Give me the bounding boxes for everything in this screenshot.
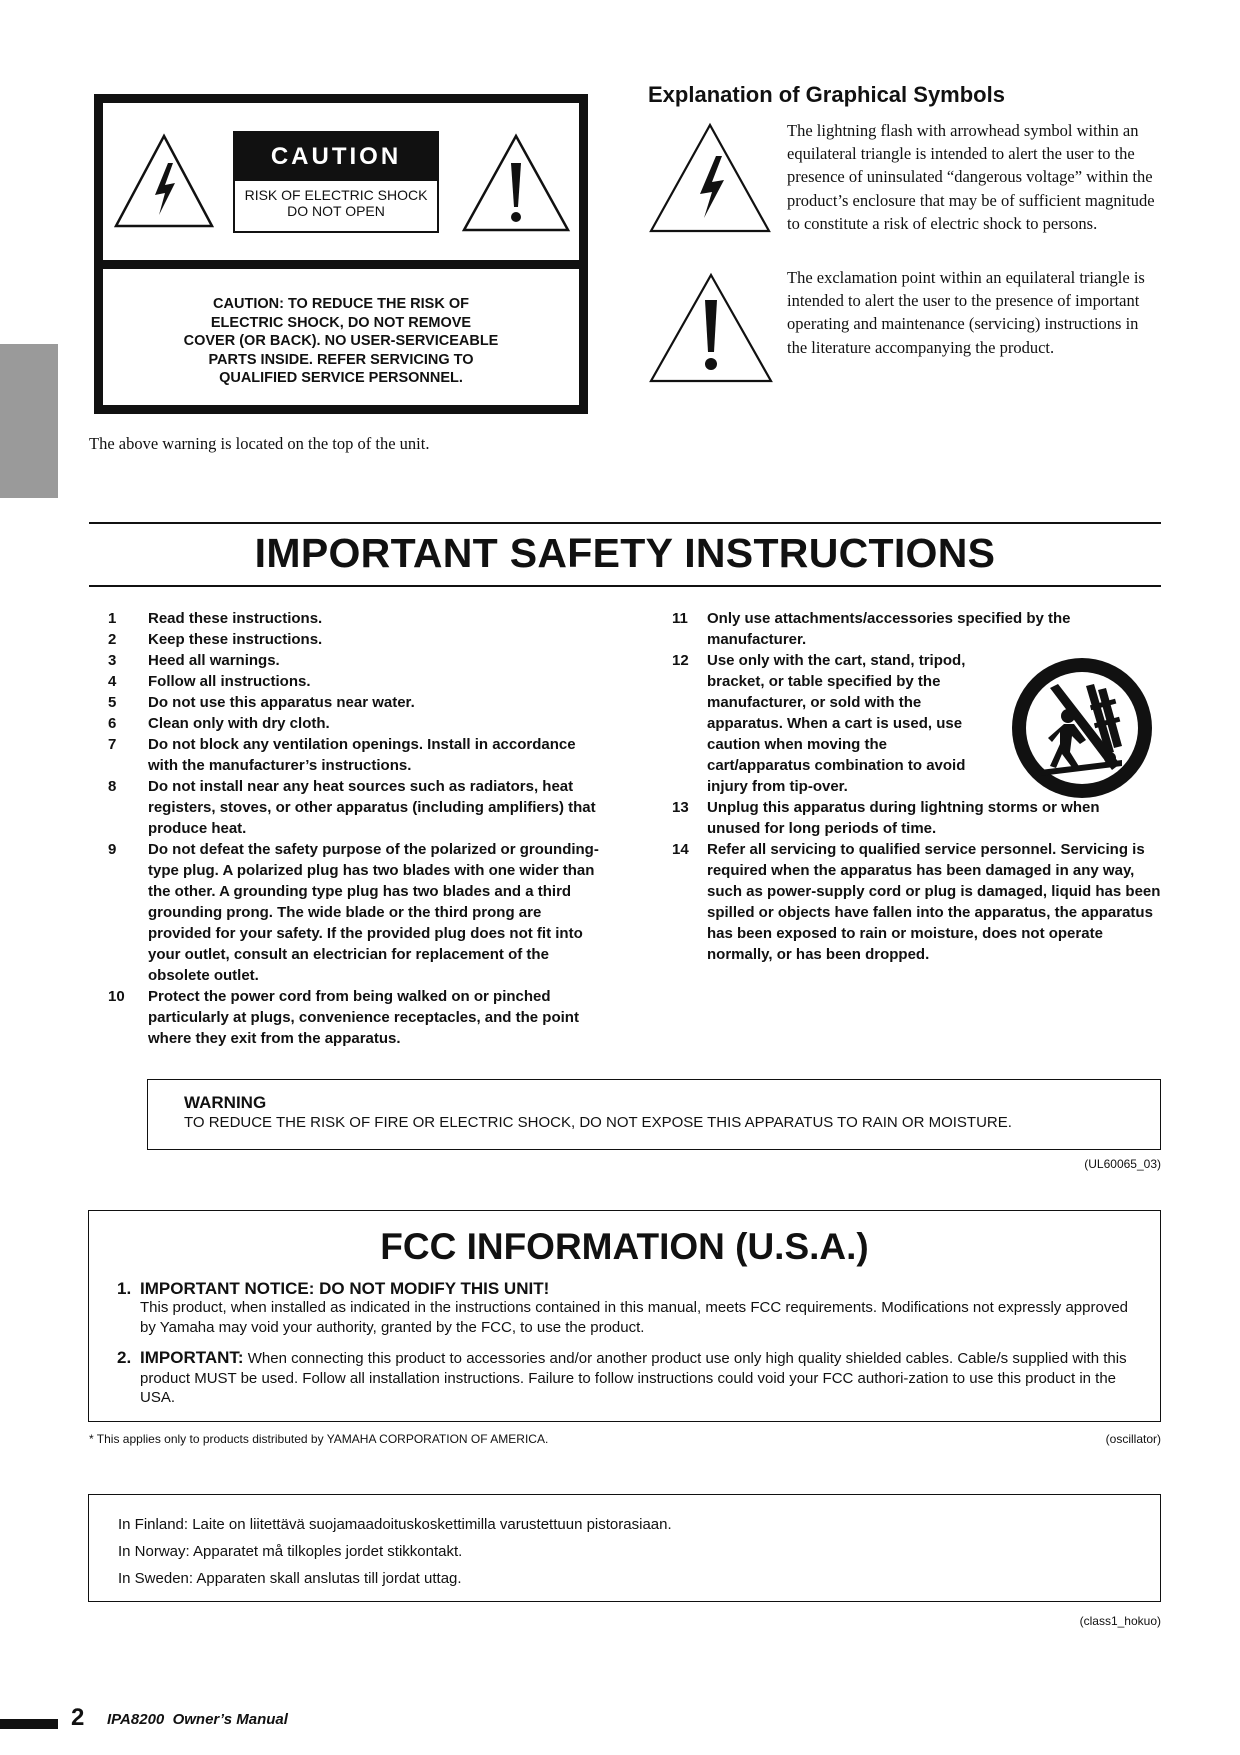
fcc-box: [88, 1210, 1161, 1422]
title-rule-top: [89, 522, 1161, 524]
warning-code: (UL60065_03): [1084, 1157, 1161, 1171]
fcc-item-text: When connecting this product to accessories and/or another product use only high quality shielded cables. Cable/s supplied with this product MUST be used. Follow all installation instructions. Failure to follow instructions could void your FCC authori-zation to use this product in the USA.: [140, 1350, 1127, 1406]
sweden-notice: In Sweden: Apparaten skall anslutas till jordat uttag.: [118, 1570, 462, 1587]
list-item: [108, 986, 608, 1049]
exclamation-triangle-icon: [648, 272, 774, 384]
item-text: Heed all warnings.: [148, 652, 280, 669]
item-text: Do not use this apparatus near water.: [148, 694, 415, 711]
fcc-footnote: * This applies only to products distributed by YAMAHA CORPORATION OF AMERICA.: [89, 1432, 549, 1446]
caution-text-line: CAUTION: TO REDUCE THE RISK OF: [213, 296, 469, 312]
item-number: 11: [672, 610, 688, 627]
fcc-item-number: 1.: [117, 1279, 132, 1298]
exclamation-explanation: The exclamation point within an equilateral triangle is intended to alert the user to the presence of important operating and maintenance (servicing) instructions in the literature accompanying the product.: [787, 268, 1145, 357]
list-item: [672, 797, 1172, 839]
item-text: Only use attachments/accessories specified by the manufacturer.: [707, 610, 1071, 648]
item-number: 8: [108, 778, 117, 795]
fcc-item-1: [117, 1279, 1132, 1337]
list-item: [108, 650, 608, 671]
item-text: Refer all servicing to qualified service personnel. Servicing is required when the apparatus has been damaged in any way, such as power-supply cord or plug is damaged, liquid has been spilled or objects have fallen into the apparatus, the apparatus has been exposed to rain or moisture, does not operate normally, or has been dropped.: [707, 841, 1161, 963]
lightning-triangle-icon: [648, 122, 772, 234]
warning-title: WARNING: [184, 1093, 267, 1112]
fcc-item-number: 2.: [117, 1348, 132, 1367]
list-item: [108, 608, 608, 629]
fcc-item-2: [117, 1348, 1132, 1408]
caution-instructions: [103, 279, 579, 388]
list-item: [672, 608, 1172, 650]
item-number: 7: [108, 736, 117, 753]
item-text: Keep these instructions.: [148, 631, 323, 648]
fcc-title: FCC INFORMATION (U.S.A.): [380, 1226, 869, 1267]
symbols-heading: Explanation of Graphical Symbols: [648, 82, 1005, 107]
item-number: 12: [672, 652, 689, 669]
caution-text-line: QUALIFIED SERVICE PERSONNEL.: [219, 370, 463, 386]
warning-box: [147, 1079, 1161, 1150]
list-item: [672, 839, 1172, 965]
item-text: Do not block any ventilation openings. Install in accordance with the manufacturer’s instructions.: [148, 736, 576, 774]
item-number: 5: [108, 694, 117, 711]
item-number: 10: [108, 988, 125, 1005]
safety-title: IMPORTANT SAFETY INSTRUCTIONS: [254, 530, 996, 576]
footer-bar: [0, 1719, 58, 1729]
fcc-item-text: This product, when installed as indicated in the instructions contained in this manual, meets FCC requirements. Modifications not expressly approved by Yamaha may void your authority, granted by the FCC, to use the product.: [140, 1299, 1129, 1336]
exclamation-triangle-icon: [461, 133, 571, 233]
lightning-triangle-icon: [113, 133, 215, 229]
item-text: Follow all instructions.: [148, 673, 311, 690]
item-text: Unplug this apparatus during lightning storms or when unused for long periods of time.: [707, 799, 1100, 837]
page-number: 2: [71, 1704, 85, 1731]
fcc-code: (oscillator): [1105, 1432, 1161, 1446]
fcc-item-lead: IMPORTANT:: [140, 1348, 244, 1367]
caution-heading: CAUTION: [235, 133, 437, 181]
caution-label: [233, 131, 439, 233]
item-text: Protect the power cord from being walked on or pinched particularly at plugs, convenience receptacles, and the point where they exit from the apparatus.: [148, 988, 579, 1047]
item-text: Read these instructions.: [148, 610, 323, 627]
item-text: Clean only with dry cloth.: [148, 715, 330, 732]
item-text: Do not install near any heat sources such as radiators, heat registers, stoves, or other apparatus (including amplifiers) that produce heat.: [148, 778, 596, 837]
item-number: 9: [108, 841, 117, 858]
item-number: 13: [672, 799, 689, 816]
finland-notice: In Finland: Laite on liitettävä suojamaadoituskoskettimilla varustettuun pistorasiaan.: [118, 1516, 672, 1533]
item-number: 6: [108, 715, 117, 732]
list-item: [108, 839, 608, 986]
item-number: 14: [672, 841, 689, 858]
item-text: Use only with the cart, stand, tripod, bracket, or table specified by the manufacturer, or sold with the apparatus. When a cart is used, use caution when moving the cart/apparatus combination to avoid injury from tip-over.: [707, 652, 966, 795]
norway-notice: In Norway: Apparatet må tilkoples jordet stikkontakt.: [118, 1543, 463, 1560]
list-item: [108, 713, 608, 734]
fcc-item-heading: IMPORTANT NOTICE: DO NOT MODIFY THIS UNIT!: [140, 1279, 550, 1298]
list-item: [108, 734, 608, 776]
list-item: [108, 629, 608, 650]
caution-line-1: RISK OF ELECTRIC SHOCK: [244, 187, 428, 203]
title-rule-bottom: [89, 585, 1161, 587]
warning-location-note: The above warning is located on the top of the unit.: [89, 434, 430, 453]
caution-label-box: [94, 94, 588, 414]
manual-title: IPA8200 Owner’s Manual: [107, 1711, 288, 1728]
list-item: [108, 776, 608, 839]
list-item: [108, 692, 608, 713]
item-number: 3: [108, 652, 117, 669]
nordic-notice-box: [88, 1494, 1161, 1602]
caution-divider: [103, 260, 579, 269]
item-number: 1: [108, 610, 117, 627]
item-number: 2: [108, 631, 117, 648]
nordic-code: (class1_hokuo): [1079, 1614, 1161, 1628]
cart-tip-over-icon: [1010, 656, 1154, 800]
item-text: Do not defeat the safety purpose of the polarized or grounding-type plug. A polarized plug has two blades with one wider than the other. A grounding type plug has two blades and a third grounding prong. The wide blade or the third prong are provided for your safety. If the provided plug does not fit into your outlet, consult an electrician for replacement of the obsolete outlet.: [148, 841, 599, 984]
lightning-explanation: The lightning flash with arrowhead symbol within an equilateral triangle is intended to alert the user to the presence of uninsulated “dangerous voltage” within the product’s enclosure that may be of sufficient magnitude to constitute a risk of electric shock to persons.: [787, 121, 1155, 233]
item-number: 4: [108, 673, 117, 690]
caution-line-2: DO NOT OPEN: [287, 203, 385, 219]
caution-text-line: ELECTRIC SHOCK, DO NOT REMOVE: [210, 314, 472, 331]
warning-text: TO REDUCE THE RISK OF FIRE OR ELECTRIC SHOCK, DO NOT EXPOSE THIS APPARATUS TO RAIN OR MOISTURE.: [184, 1114, 1012, 1131]
caution-text-line: COVER (OR BACK). NO USER-SERVICEABLE: [183, 333, 499, 349]
list-item: [108, 671, 608, 692]
safety-list-left: [108, 608, 608, 1049]
section-tab: [0, 344, 58, 498]
caution-text-line: PARTS INSIDE. REFER SERVICING TO: [208, 351, 474, 368]
